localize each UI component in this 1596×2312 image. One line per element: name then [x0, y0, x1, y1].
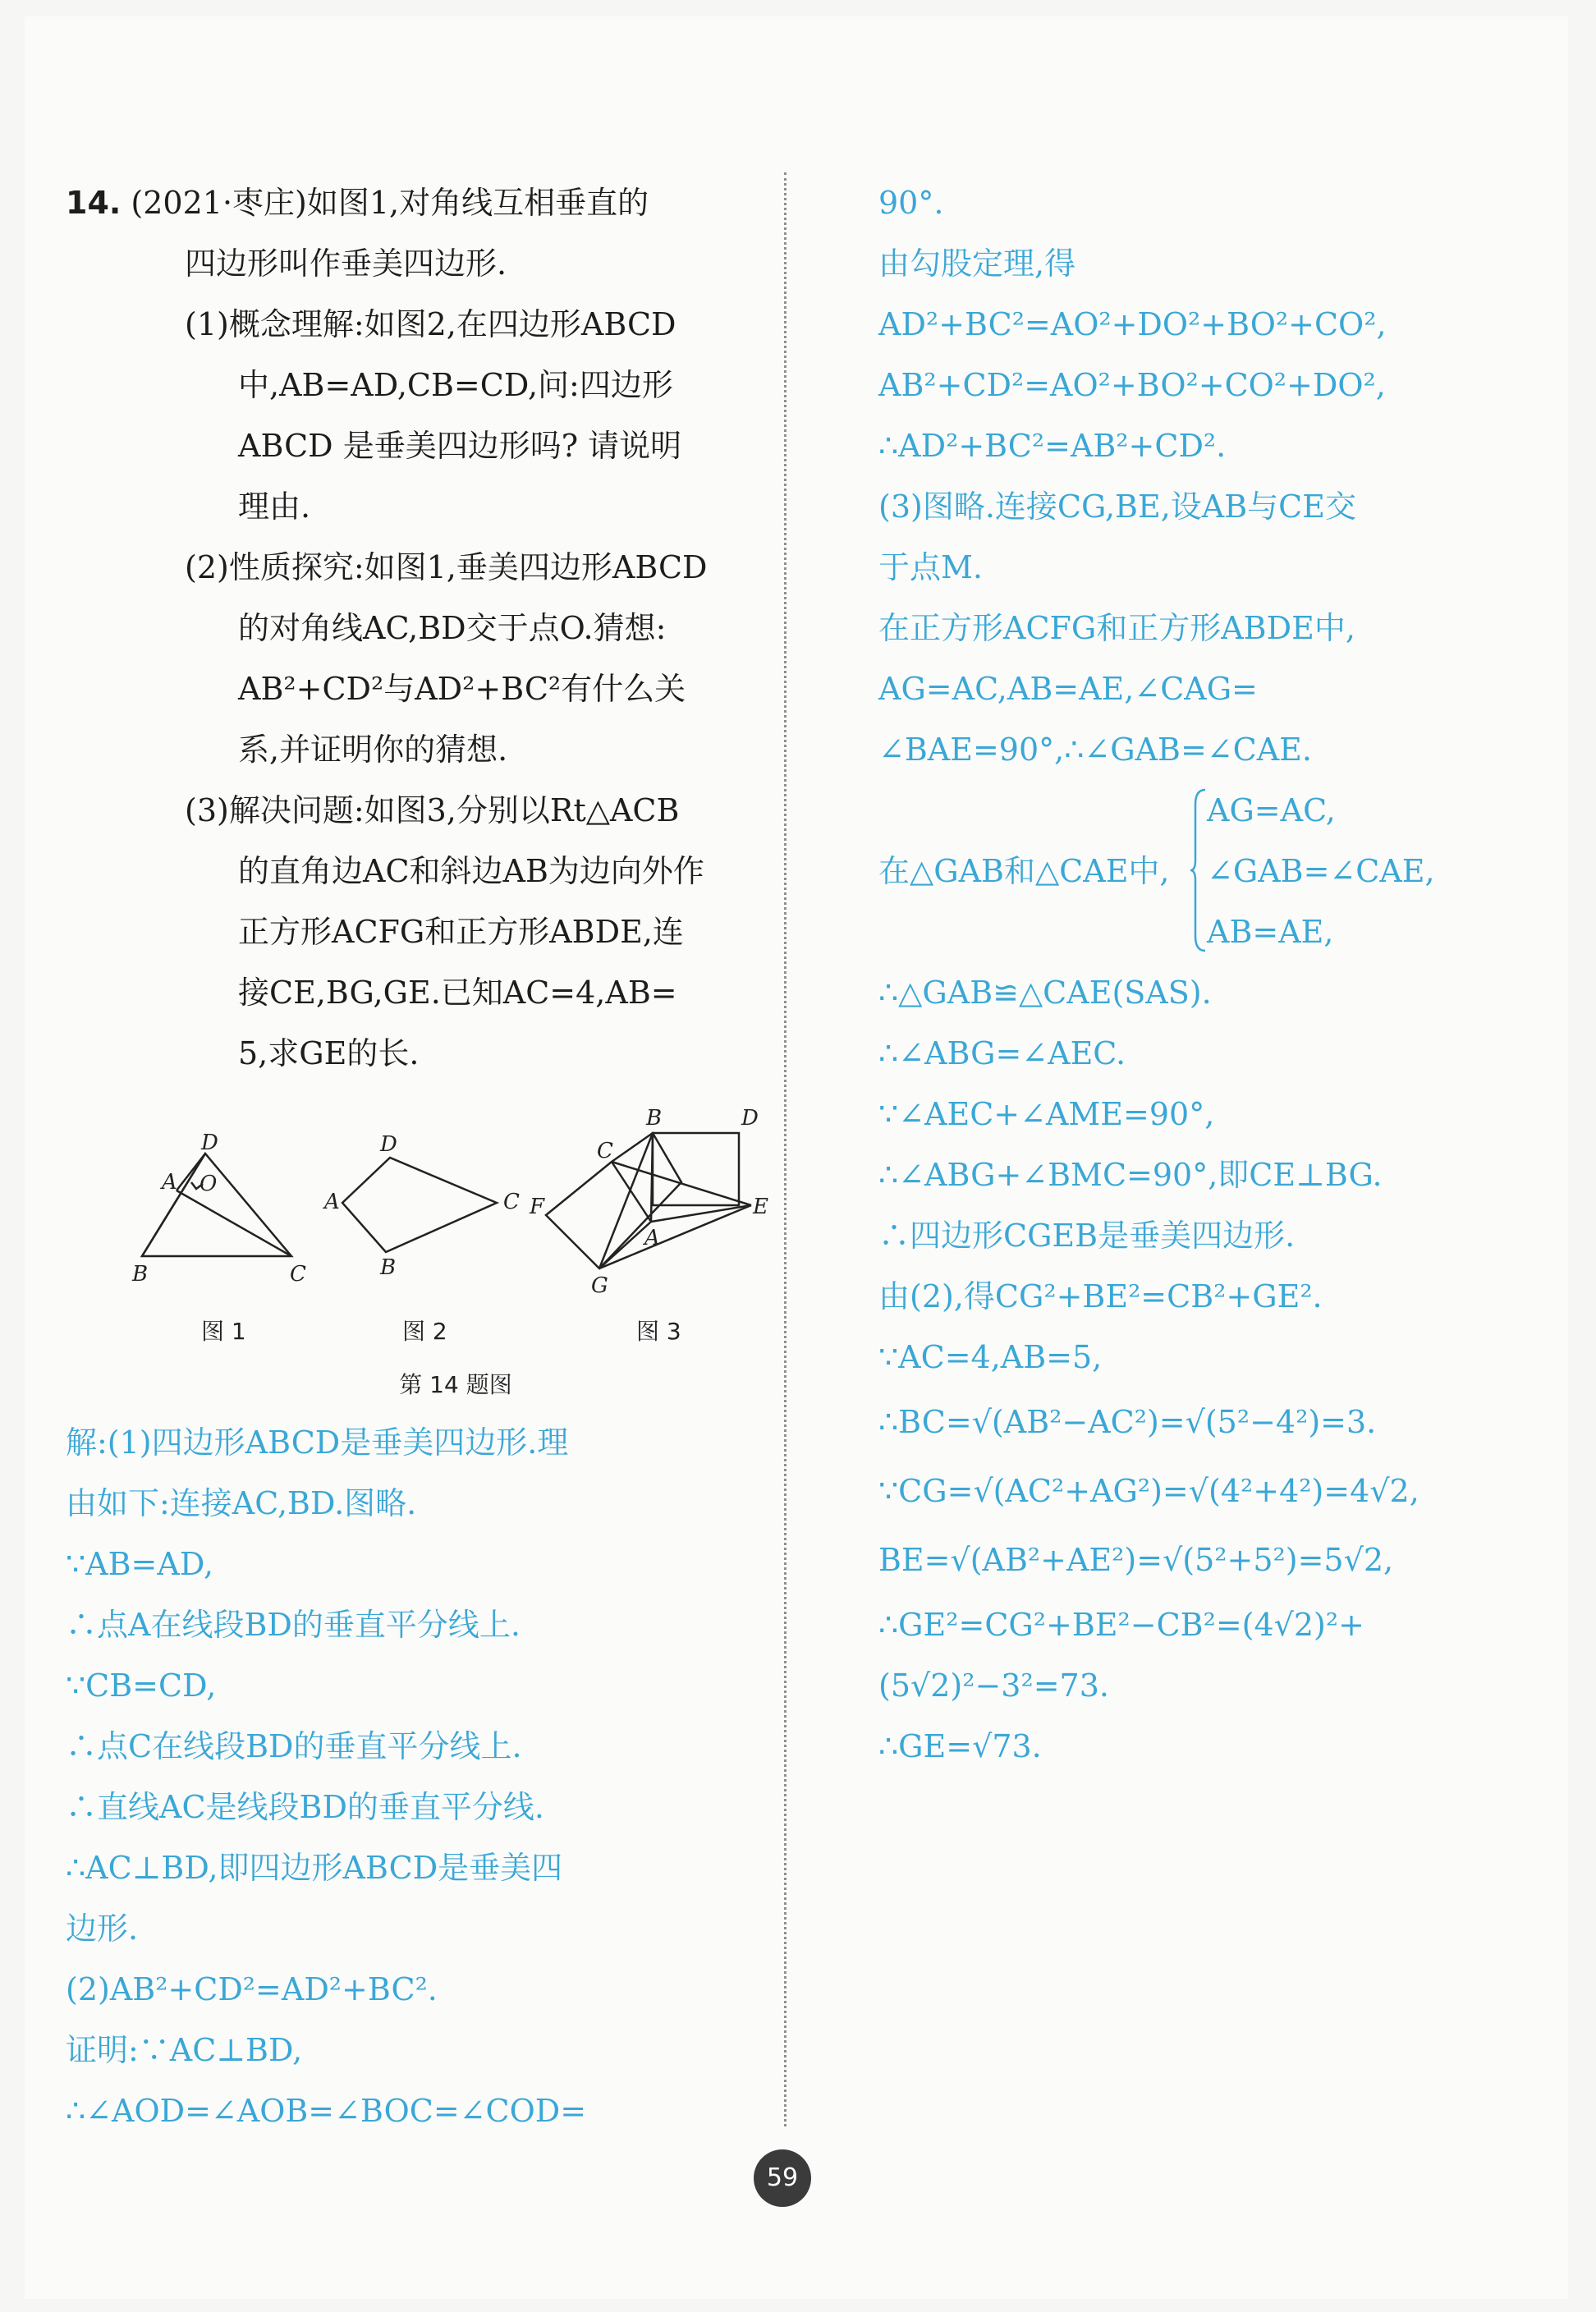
fig3-label-c: C: [597, 1139, 613, 1163]
fig3-label-f: F: [530, 1195, 545, 1219]
problem-line-13: 正方形ACFG和正方形ABDE,连: [238, 914, 684, 950]
fig2-label-c: C: [503, 1190, 520, 1214]
fig3-label-g: G: [591, 1273, 608, 1298]
problem-line-6: 理由.: [238, 489, 311, 525]
sol-right-21: ∴GE²=CG²+BE²−CB²=(4√2)²+: [878, 1607, 1364, 1643]
left-column: [66, 172, 764, 1084]
fig1-label-c: C: [290, 1262, 306, 1287]
sol-left-8: ∴AC⊥BD,即四边形ABCD是垂美四: [66, 1850, 563, 1886]
brace-line-3: AB=AE,: [1207, 914, 1334, 950]
solution-left: [66, 1412, 706, 2141]
sol-right-10: ∠BAE=90°,∴∠GAB=∠CAE.: [878, 732, 1312, 768]
problem-line-5: ABCD 是垂美四边形吗? 请说明: [238, 428, 682, 464]
sol-left-4: ∴点A在线段BD的垂直平分线上.: [66, 1607, 521, 1643]
brace-lead: 在△GAB和△CAE中,: [878, 853, 1170, 889]
sol-left-10: (2)AB²+CD²=AD²+BC².: [66, 1971, 438, 2007]
problem-number: 14.: [66, 185, 122, 221]
fig1-ac: [177, 1190, 291, 1256]
problem-line-8: 的对角线AC,BD交于点O.猜想:: [238, 610, 667, 646]
sol-right-22: (5√2)²−3²=73.: [878, 1667, 1109, 1704]
fig1-triangle: [142, 1154, 291, 1256]
sol-left-5: ∵CB=CD,: [66, 1667, 217, 1704]
sol-right-15: ∴四边形CGEB是垂美四边形.: [878, 1218, 1296, 1254]
sol-right-6: (3)图略.连接CG,BE,设AB与CE交: [878, 489, 1356, 525]
sol-right-20: BE=√(AB²+AE²)=√(5²+5²)=5√2,: [878, 1542, 1394, 1578]
sol-right-4: AB²+CD²=AO²+BO²+CO²+DO²,: [878, 367, 1386, 403]
sol-left-3: ∵AB=AD,: [66, 1546, 214, 1582]
brace-line-1: AG=AC,: [1207, 792, 1336, 828]
sol-right-14: ∴∠ABG+∠BMC=90°,即CE⊥BG.: [878, 1157, 1383, 1193]
problem-line-11: (3)解决问题:如图3,分别以Rt△ACB: [185, 792, 680, 828]
sol-left-11: 证明:∵AC⊥BD,: [66, 2032, 303, 2068]
problem-line-2: 四边形叫作垂美四边形.: [185, 245, 507, 282]
problem-line-15: 5,求GE的长.: [238, 1035, 420, 1071]
fig1-bd: [142, 1154, 205, 1256]
fig3-ac: [612, 1162, 651, 1222]
sol-right-7: 于点M.: [878, 549, 983, 585]
problem-line-3: (1)概念理解:如图2,在四边形ABCD: [185, 306, 676, 342]
brace-icon: [1190, 788, 1207, 952]
sol-right-9: AG=AC,AB=AE,∠CAG=: [878, 671, 1258, 707]
fig3-ag: [599, 1222, 651, 1268]
figure-title: 第 14 题图: [399, 1371, 512, 1398]
sol-left-6: ∴点C在线段BD的垂直平分线上.: [66, 1728, 522, 1764]
column-divider: [784, 172, 787, 2126]
sol-left-1: 解:(1)四边形ABCD是垂美四边形.理: [66, 1424, 569, 1461]
fig3-ge: [599, 1205, 751, 1268]
sol-right-18: ∴BC=√(AB²−AC²)=√(5²−4²)=3.: [878, 1404, 1377, 1440]
congruence-brace-block: [878, 780, 1453, 962]
fig1-label-a: A: [162, 1170, 177, 1195]
sol-right-1: 90°.: [878, 185, 944, 221]
brace-lines: [1207, 780, 1435, 962]
sol-right-5: ∴AD²+BC²=AB²+CD².: [878, 428, 1227, 464]
fig2-label-b: B: [380, 1255, 397, 1280]
sol-right-13: ∵∠AEC+∠AME=90°,: [878, 1096, 1215, 1132]
solution-right: [878, 172, 1453, 1777]
fig3-caption: 图 3: [636, 1318, 681, 1345]
sol-left-7: ∴直线AC是线段BD的垂直平分线.: [66, 1789, 544, 1825]
sol-left-2: 由如下:连接AC,BD.图略.: [66, 1485, 417, 1521]
problem-line-7: (2)性质探究:如图1,垂美四边形ABCD: [185, 549, 708, 585]
sol-right-17: ∵AC=4,AB=5,: [878, 1339, 1103, 1375]
problem-line-10: 系,并证明你的猜想.: [238, 732, 508, 768]
fig1-label-o: O: [200, 1172, 218, 1196]
sol-left-12: ∴∠AOD=∠AOB=∠BOC=∠COD=: [66, 2093, 587, 2129]
problem-line-12: 的直角边AC和斜边AB为边向外作: [238, 853, 704, 889]
sol-right-12: ∴∠ABG=∠AEC.: [878, 1035, 1126, 1071]
fig1-caption: 图 1: [201, 1318, 246, 1345]
figure-area: [127, 1084, 784, 1429]
sol-right-19: ∵CG=√(AC²+AG²)=√(4²+4²)=4√2,: [878, 1473, 1419, 1509]
fig3-square-abde: [653, 1133, 739, 1205]
fig3-label-a: A: [644, 1226, 660, 1250]
fig2-kite: [342, 1158, 497, 1252]
problem-text: (2021·枣庄)如图1,对角线互相垂直的: [131, 185, 649, 221]
fig2-label-d: D: [380, 1132, 397, 1157]
fig3-ae: [651, 1205, 751, 1222]
sol-right-11: ∴△GAB≌△CAE(SAS).: [878, 975, 1212, 1011]
fig2-label-a: A: [324, 1190, 340, 1214]
fig1-label-d: D: [201, 1131, 218, 1155]
fig3-ab: [651, 1133, 653, 1222]
problem-line-9: AB²+CD²与AD²+BC²有什么关: [238, 671, 686, 707]
problem-line-14: 接CE,BG,GE.已知AC=4,AB=: [238, 975, 677, 1011]
fig3-label-b: B: [646, 1106, 663, 1131]
sol-right-8: 在正方形ACFG和正方形ABDE中,: [878, 610, 1355, 646]
fig3-square-acfg: [546, 1133, 681, 1268]
problem-line-1: [66, 172, 764, 233]
fig3-label-e: E: [753, 1195, 768, 1219]
sol-right-23: ∴GE=√73.: [878, 1728, 1042, 1764]
sol-right-2: 由勾股定理,得: [878, 245, 1076, 282]
fig3-label-d: D: [741, 1106, 759, 1131]
sol-right-16: 由(2),得CG²+BE²=CB²+GE².: [878, 1278, 1323, 1314]
sol-right-3: AD²+BC²=AO²+DO²+BO²+CO²,: [878, 306, 1387, 342]
brace-line-2: ∠GAB=∠CAE,: [1207, 853, 1435, 889]
fig1-label-b: B: [132, 1262, 149, 1287]
page-number-badge: 59: [754, 2149, 811, 2207]
fig2-caption: 图 2: [402, 1318, 447, 1345]
problem-line-4: 中,AB=AD,CB=CD,问:四边形: [238, 367, 673, 403]
sol-left-9: 边形.: [66, 1911, 139, 1947]
